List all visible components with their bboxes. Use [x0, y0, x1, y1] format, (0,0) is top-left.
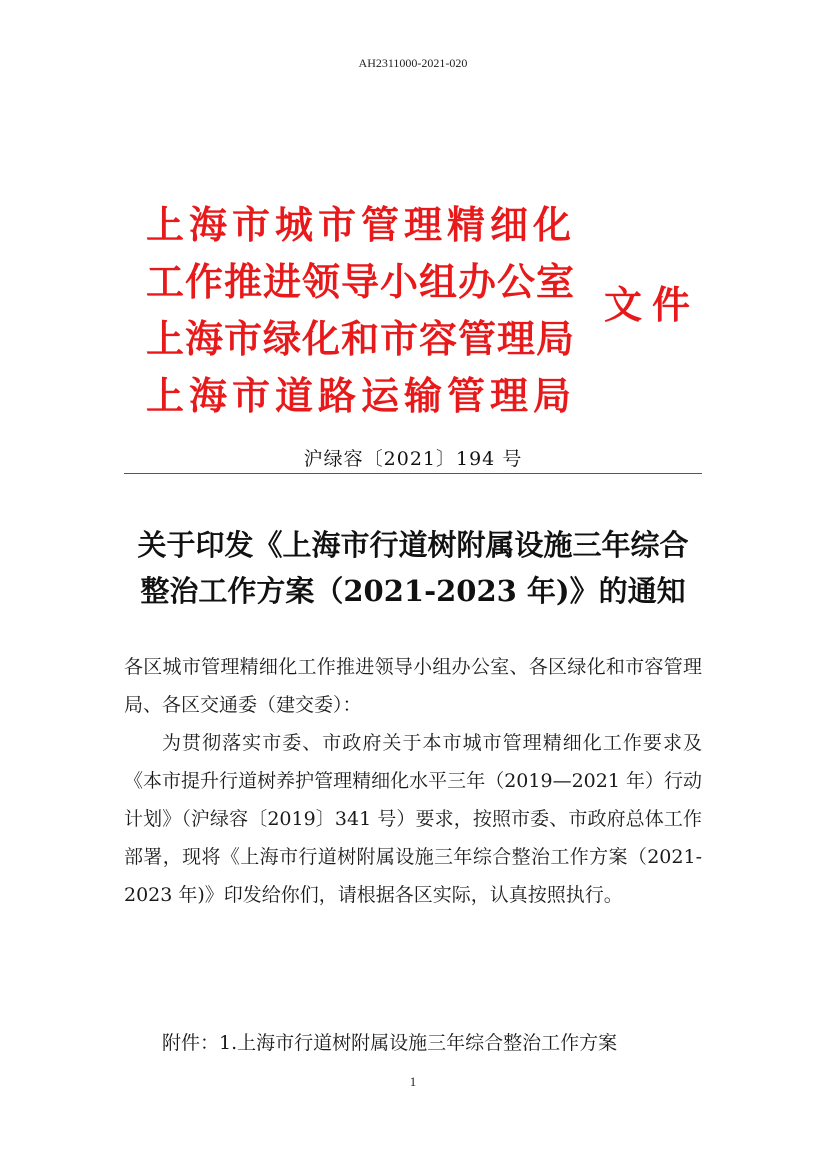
- document-body: [124, 648, 702, 914]
- page-number: 1: [409, 1074, 417, 1089]
- document-code: AH2311000-2021-020: [358, 56, 468, 70]
- document-number: 沪绿容〔2021〕194 号: [303, 448, 523, 470]
- attachment-line: 附件：1.上海市行道树附属设施三年综合整治工作方案: [162, 1032, 618, 1054]
- title-line: 整治工作方案（2021-2023 年)》的通知: [140, 574, 686, 608]
- issuer-name: 上海市城市管理精细化: [146, 202, 577, 247]
- body-paragraph: 为贯彻落实市委、市政府关于本市城市管理精细化工作要求及《本市提升行道树养护管理精细化水平三年（2019—2021 年）行动计划》（沪绿容〔2019〕341 号）要求，按照市委、市政府总体工作部署，现将《上海市行道树附属设施三年综合整治工作方案（2021-2023 年)》印发给你们，请根据各区实际，认真按照执行。: [124, 732, 702, 906]
- issuer-name: 工作推进领导小组办公室: [146, 259, 576, 304]
- document-title: [100, 522, 726, 614]
- title-line: 关于印发《上海市行道树附属设施三年综合: [137, 528, 689, 562]
- issuer-name: 上海市绿化和市容管理局: [146, 316, 576, 361]
- addressee: 各区城市管理精细化工作推进领导小组办公室、各区绿化和市容管理局、各区交通委（建交委）：: [124, 656, 702, 716]
- red-divider: [124, 473, 702, 474]
- issuing-authorities: [146, 196, 596, 424]
- file-label: 文件: [604, 282, 701, 327]
- issuer-name: 上海市道路运输管理局: [146, 373, 577, 418]
